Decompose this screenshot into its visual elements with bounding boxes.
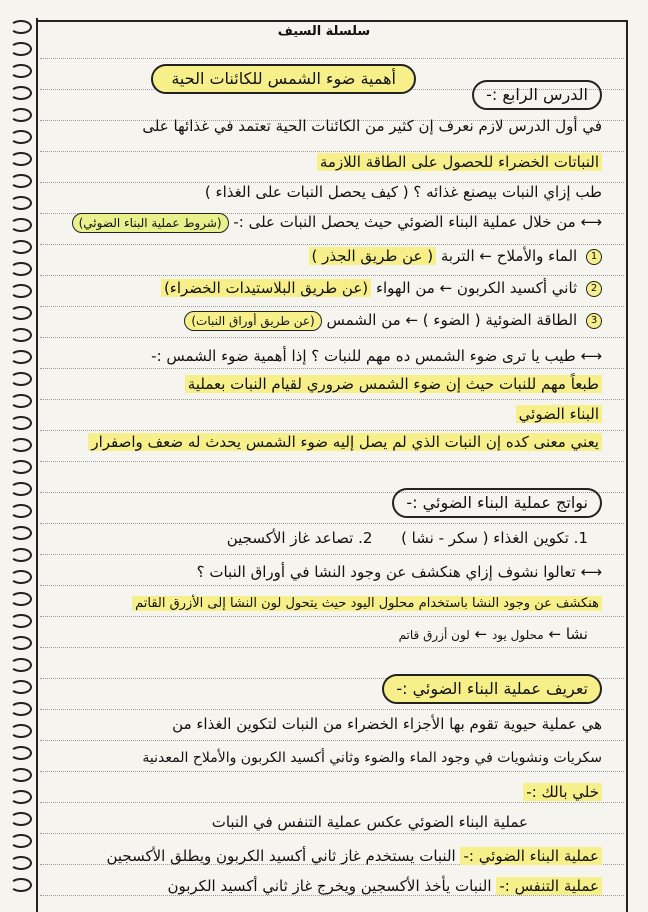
- note-resp-label: عملية التنفس :-: [496, 877, 602, 895]
- requirement-number: 1: [586, 249, 602, 265]
- spiral-ring: [10, 702, 32, 716]
- spiral-ring: [10, 548, 32, 562]
- spiral-ring: [10, 372, 32, 386]
- spiral-ring: [10, 812, 32, 826]
- note-photo-label: عملية البناء الضوئي :-: [460, 847, 602, 865]
- product-2: 2. تصاعد غاز الأكسجين: [226, 529, 373, 547]
- requirement-row: [184, 310, 602, 331]
- sunlight-question: طيب يا ترى ضوء الشمس ده مهم للنبات ؟ إذا أهمية ضوء الشمس :-: [151, 347, 576, 365]
- ruled-line: [40, 802, 624, 803]
- ruled-line: [40, 337, 624, 338]
- question-1-text: طب إزاي النبات بيصنع غذائه ؟: [413, 183, 602, 201]
- requirement-row: [309, 246, 603, 266]
- lesson-title: أهمية ضوء الشمس للكائنات الحية: [151, 64, 416, 94]
- spiral-ring: [10, 196, 32, 210]
- spiral-ring: [10, 42, 32, 56]
- ruled-line: [40, 399, 624, 400]
- spiral-ring: [10, 790, 32, 804]
- starch-result: نشا: [565, 625, 588, 643]
- note-photo-text: النبات يستخدم غاز ثاني أكسيد الكربون ويطلق الأكسجين: [106, 847, 456, 865]
- spiral-ring: [10, 504, 32, 518]
- sunlight-line-1: [151, 346, 602, 366]
- arrow-left-icon: ←: [439, 279, 453, 297]
- photosynthesis-intro: [72, 212, 602, 233]
- definition-line-2: سكريات ونشويات في وجود الماء والضوء وثاني أكسيد الكربون والأملاح المعدنية: [142, 750, 602, 766]
- product-1: 1. تكوين الغذاء ( سكر - نشا ): [401, 529, 588, 547]
- question-1-hint: ( كيف يحصل النبات على الغذاء ): [204, 183, 409, 201]
- spiral-ring: [10, 834, 32, 848]
- spiral-ring: [10, 306, 32, 320]
- requirement-note-mid: ( الضوء ): [422, 311, 481, 329]
- spiral-ring: [10, 768, 32, 782]
- lesson-label: الدرس الرابع :-: [472, 80, 602, 110]
- ruled-line: [40, 306, 624, 307]
- requirement-item: الطاقة الضوئية: [485, 311, 578, 329]
- ruled-line: [40, 430, 624, 431]
- intro-line-2: [317, 152, 602, 172]
- requirement-note: (عن طريق البلاستيدات الخضراء): [161, 279, 371, 297]
- ruled-line: [40, 647, 624, 648]
- note-heading-text: خلي بالك :-: [523, 783, 602, 801]
- definition-heading: تعريف عملية البناء الضوئي :-: [382, 674, 602, 704]
- spiral-ring: [10, 108, 32, 122]
- arrow-left-icon: ←: [479, 247, 492, 265]
- top-border: [36, 20, 628, 22]
- conditions-note: (شروط عملية البناء الضوئي): [72, 213, 229, 233]
- bullet-arrow-icon: ⟷: [580, 347, 602, 365]
- requirement-number: 3: [586, 313, 602, 329]
- note-resp-text: النبات يأخذ الأكسجين ويخرج غاز ثاني أكسيد الكربون: [167, 877, 492, 895]
- spiral-ring: [10, 614, 32, 628]
- requirement-source: من الشمس: [326, 311, 401, 329]
- ruled-line: [40, 833, 624, 834]
- spiral-ring: [10, 438, 32, 452]
- ruled-line: [40, 554, 624, 555]
- arrow-left-icon: ←: [474, 625, 488, 643]
- bullet-arrow-icon: ⟷: [580, 563, 602, 581]
- spiral-ring: [10, 460, 32, 474]
- bullet-arrow-icon: ⟷: [580, 213, 602, 231]
- starch-answer: هنكشف عن وجود النشا باستخدام محلول اليود حيث يتحول لون النشا إلى الأزرق القاتم: [132, 596, 602, 611]
- arrow-left-icon: ←: [548, 625, 562, 643]
- spiral-ring: [10, 724, 32, 738]
- ruled-line: [40, 616, 624, 617]
- requirement-note: ( عن طريق الجذر ): [309, 247, 437, 265]
- spiral-ring: [10, 328, 32, 342]
- starch-line-1: [197, 562, 602, 582]
- requirement-row: [161, 278, 602, 298]
- requirement-source: التربة: [440, 247, 475, 265]
- weak-plant-text: يعني معنى كده إن النبات الذي لم يصل إليه ضوء الشمس يحدث له ضعف واصفرار: [88, 433, 602, 451]
- starch-equation: [399, 624, 588, 645]
- photosynthesis-intro-text: من خلال عملية البناء الضوئي حيث يحصل النبات على :-: [233, 213, 576, 231]
- sunlight-line-3: [516, 404, 602, 424]
- ruled-line: [40, 368, 624, 369]
- blue-color: لون أزرق قاتم: [398, 628, 470, 642]
- starch-question: تعالوا نشوف إزاي هنكشف عن وجود النشا في أوراق النبات ؟: [196, 563, 576, 581]
- ruled-line: [40, 709, 624, 710]
- spiral-ring: [10, 658, 32, 672]
- sunlight-answer: طبعاً مهم للنبات حيث إن ضوء الشمس ضروري لقيام النبات بعملية: [185, 375, 602, 393]
- note-line-1: عملية البناء الضوئي عكس عملية التنفس في النبات: [211, 813, 528, 831]
- intro-highlight: النباتات الخضراء للحصول على الطاقة اللازمة: [317, 153, 602, 171]
- right-border: [626, 20, 628, 912]
- requirement-number: 2: [586, 281, 602, 297]
- spiral-ring: [10, 878, 32, 892]
- sunlight-answer-end: البناء الضوئي: [516, 405, 602, 423]
- arrow-left-icon: ←: [405, 311, 419, 329]
- products-heading: نواتج عملية البناء الضوئي :-: [392, 488, 602, 518]
- spiral-ring: [10, 680, 32, 694]
- spiral-ring: [10, 174, 32, 188]
- spiral-ring: [10, 482, 32, 496]
- spiral-ring: [10, 86, 32, 100]
- spiral-ring: [10, 394, 32, 408]
- spiral-ring: [10, 240, 32, 254]
- spiral-ring: [10, 592, 32, 606]
- note-photo: [106, 846, 602, 866]
- iodine-reagent: محلول يود: [491, 628, 544, 642]
- spiral-ring: [10, 152, 32, 166]
- ruled-line: [40, 523, 624, 524]
- note-resp: [167, 876, 602, 896]
- spiral-ring: [10, 130, 32, 144]
- question-1: [205, 182, 602, 202]
- requirement-note: (عن طريق أوراق النبات): [184, 311, 321, 331]
- spiral-ring: [10, 746, 32, 760]
- ruled-line: [40, 771, 624, 772]
- ruled-line: [40, 585, 624, 586]
- ruled-line: [40, 244, 624, 245]
- ruled-line: [40, 275, 624, 276]
- products-items: [227, 528, 588, 548]
- spiral-ring: [10, 218, 32, 232]
- spiral-ring: [10, 262, 32, 276]
- series-title: سلسلة السيف: [277, 24, 371, 39]
- spiral-ring: [10, 350, 32, 364]
- requirement-item: الماء والأملاح: [496, 247, 578, 265]
- sunlight-line-2: [185, 374, 602, 394]
- ruled-line: [40, 740, 624, 741]
- note-heading: [523, 782, 602, 802]
- intro-line-1: في أول الدرس لازم نعرف إن كثير من الكائنات الحية تعتمد في غذائها على: [142, 117, 602, 135]
- spiral-binding: [8, 20, 34, 912]
- definition-line-1: هي عملية حيوية تقوم بها الأجزاء الخضراء من النبات لتكوين الغذاء من: [172, 715, 602, 733]
- spiral-ring: [10, 570, 32, 584]
- ruled-line: [40, 461, 624, 462]
- requirement-item: ثاني أكسيد الكربون: [456, 279, 578, 297]
- spiral-ring: [10, 636, 32, 650]
- spiral-ring: [10, 526, 32, 540]
- ruled-line: [40, 58, 624, 59]
- starch-line-2: [132, 594, 602, 614]
- spiral-ring: [10, 284, 32, 298]
- spiral-ring: [10, 64, 32, 78]
- spiral-ring: [10, 416, 32, 430]
- weak-plant-note: [88, 432, 602, 452]
- margin-line: [36, 18, 38, 912]
- requirement-source: من الهواء: [375, 279, 435, 297]
- spiral-ring: [10, 856, 32, 870]
